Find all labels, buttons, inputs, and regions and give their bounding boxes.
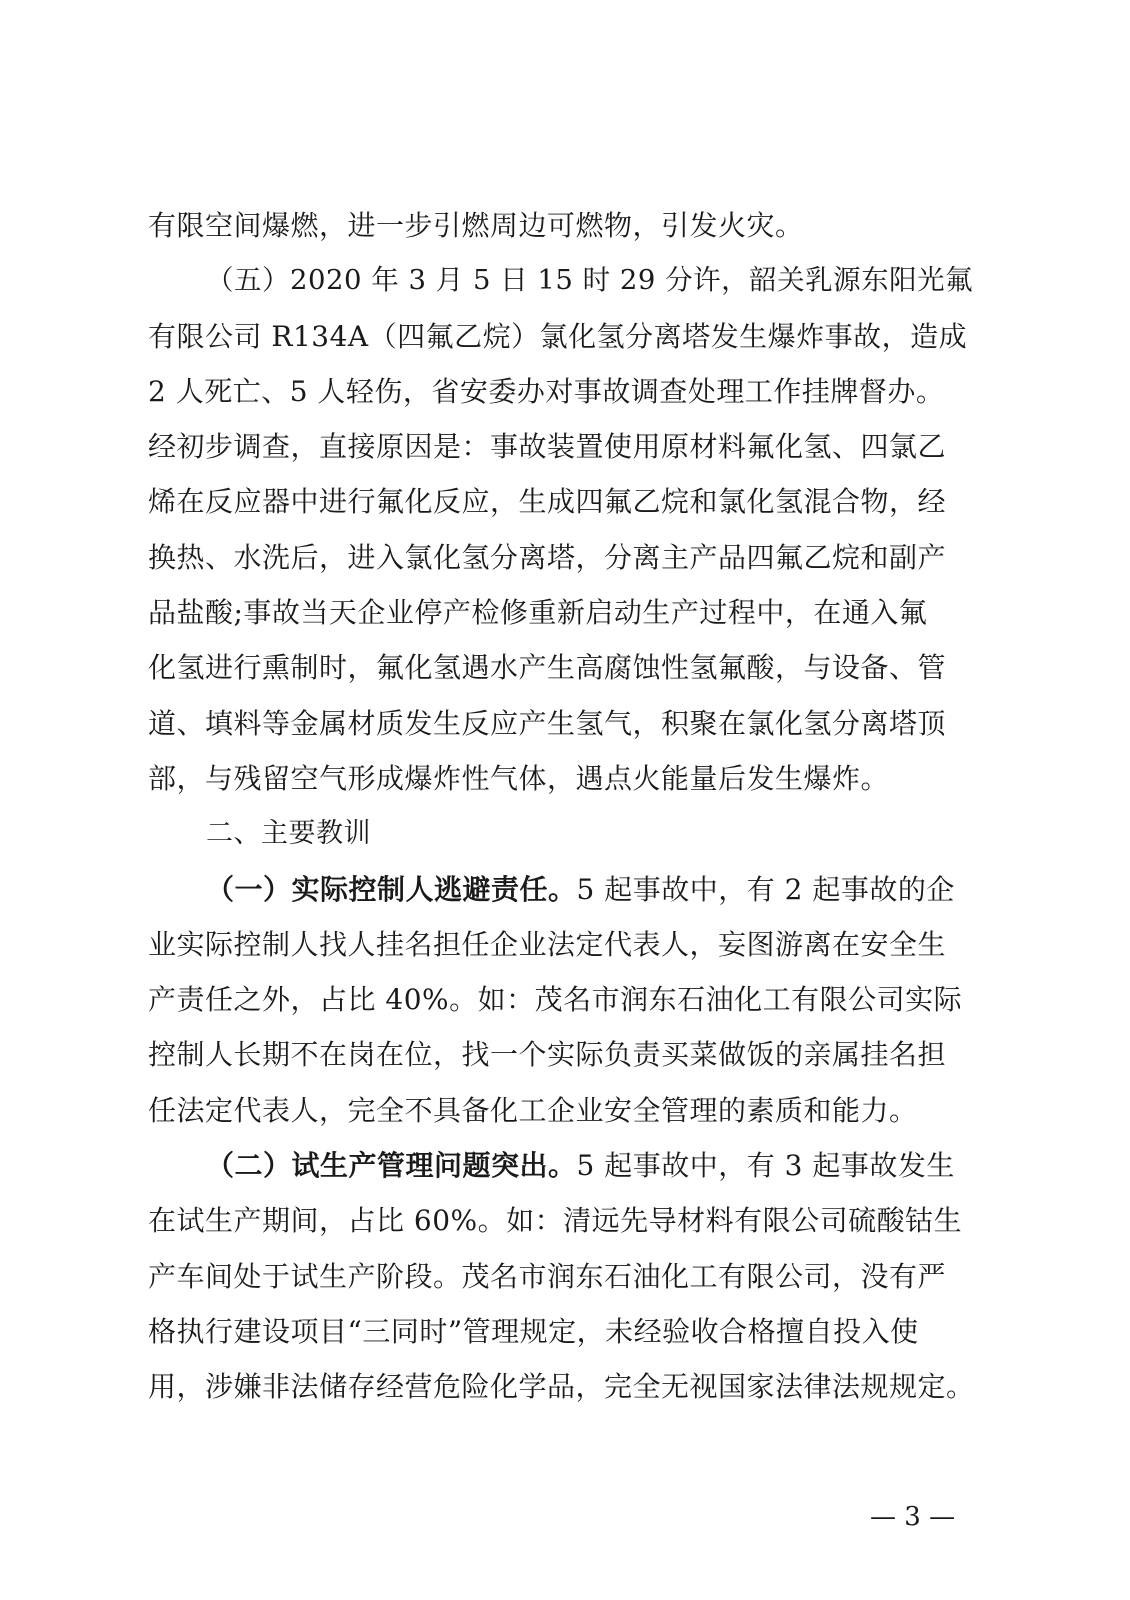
text-line: 道、填料等金属材质发生反应产生氢气，积聚在氯化氢分离塔顶 [148, 706, 947, 740]
text-line: 控制人长期不在岗在位，找一个实际负责买菜做饭的亲属挂名担 [148, 1038, 947, 1072]
text-line: （一）实际控制人逃避责任。5 起事故中，有 2 起事故的企 [206, 872, 955, 906]
text-line: 在试生产期间，占比 60%。如：清远先导材料有限公司硫酸钴生 [148, 1204, 963, 1238]
text-line: 有限空间爆燃，进一步引燃周边可燃物，引发火灾。 [148, 209, 804, 242]
text-line: （五）2020 年 3 月 5 日 15 时 29 分许，韶关乳源东阳光氟 [206, 264, 974, 297]
text-line: 有限公司 R134A（四氟乙烷）氯化氢分离塔发生爆炸事故，造成 [148, 319, 968, 353]
text-line: 用，涉嫌非法储存经营危险化学品，完全无视国家法律法规规定。 [148, 1370, 975, 1404]
text-line: 产车间处于试生产阶段。茂名市润东石油化工有限公司，没有严 [148, 1259, 947, 1293]
section-heading: 二、主要教训 [206, 818, 371, 850]
subsection-title: （一）实际控制人逃避责任。 [206, 872, 577, 906]
text-line: 烯在反应器中进行氟化反应，生成四氟乙烷和氯化氢混合物，经 [148, 485, 947, 519]
text-line: 品盐酸;事故当天企业停产检修重新启动生产过程中，在通入氟 [148, 596, 928, 630]
text-line: 业实际控制人找人挂名担任企业法定代表人，妄图游离在安全生 [148, 927, 947, 961]
subsection-title: （二）试生产管理问题突出。 [206, 1149, 577, 1183]
text-line: 部，与残留空气形成爆炸性气体，遇点火能量后发生爆炸。 [148, 761, 890, 795]
text-line: 任法定代表人，完全不具备化工企业安全管理的素质和能力。 [148, 1093, 918, 1127]
text-line: 2 人死亡、5 人轻伤，省安委办对事故调查处理工作挂牌督办。 [148, 374, 945, 408]
text-line: 格执行建设项目“三同时”管理规定，未经验收合格擅自投入使 [148, 1314, 919, 1348]
page-number: — 3 — [870, 1502, 956, 1532]
text-line: 经初步调查，直接原因是：事故装置使用原材料氟化氢、四氯乙 [148, 430, 947, 464]
text-line: 产责任之外，占比 40%。如：茂名市润东石油化工有限公司实际 [148, 983, 963, 1017]
text-line: 换热、水洗后，进入氯化氢分离塔，分离主产品四氟乙烷和副产 [148, 540, 947, 574]
body-text [148, 198, 976, 1415]
text-line: （二）试生产管理问题突出。5 起事故中，有 3 起事故发生 [206, 1149, 955, 1183]
text-line: 化氢进行熏制时，氟化氢遇水产生高腐蚀性氢氟酸，与设备、管 [148, 651, 947, 685]
